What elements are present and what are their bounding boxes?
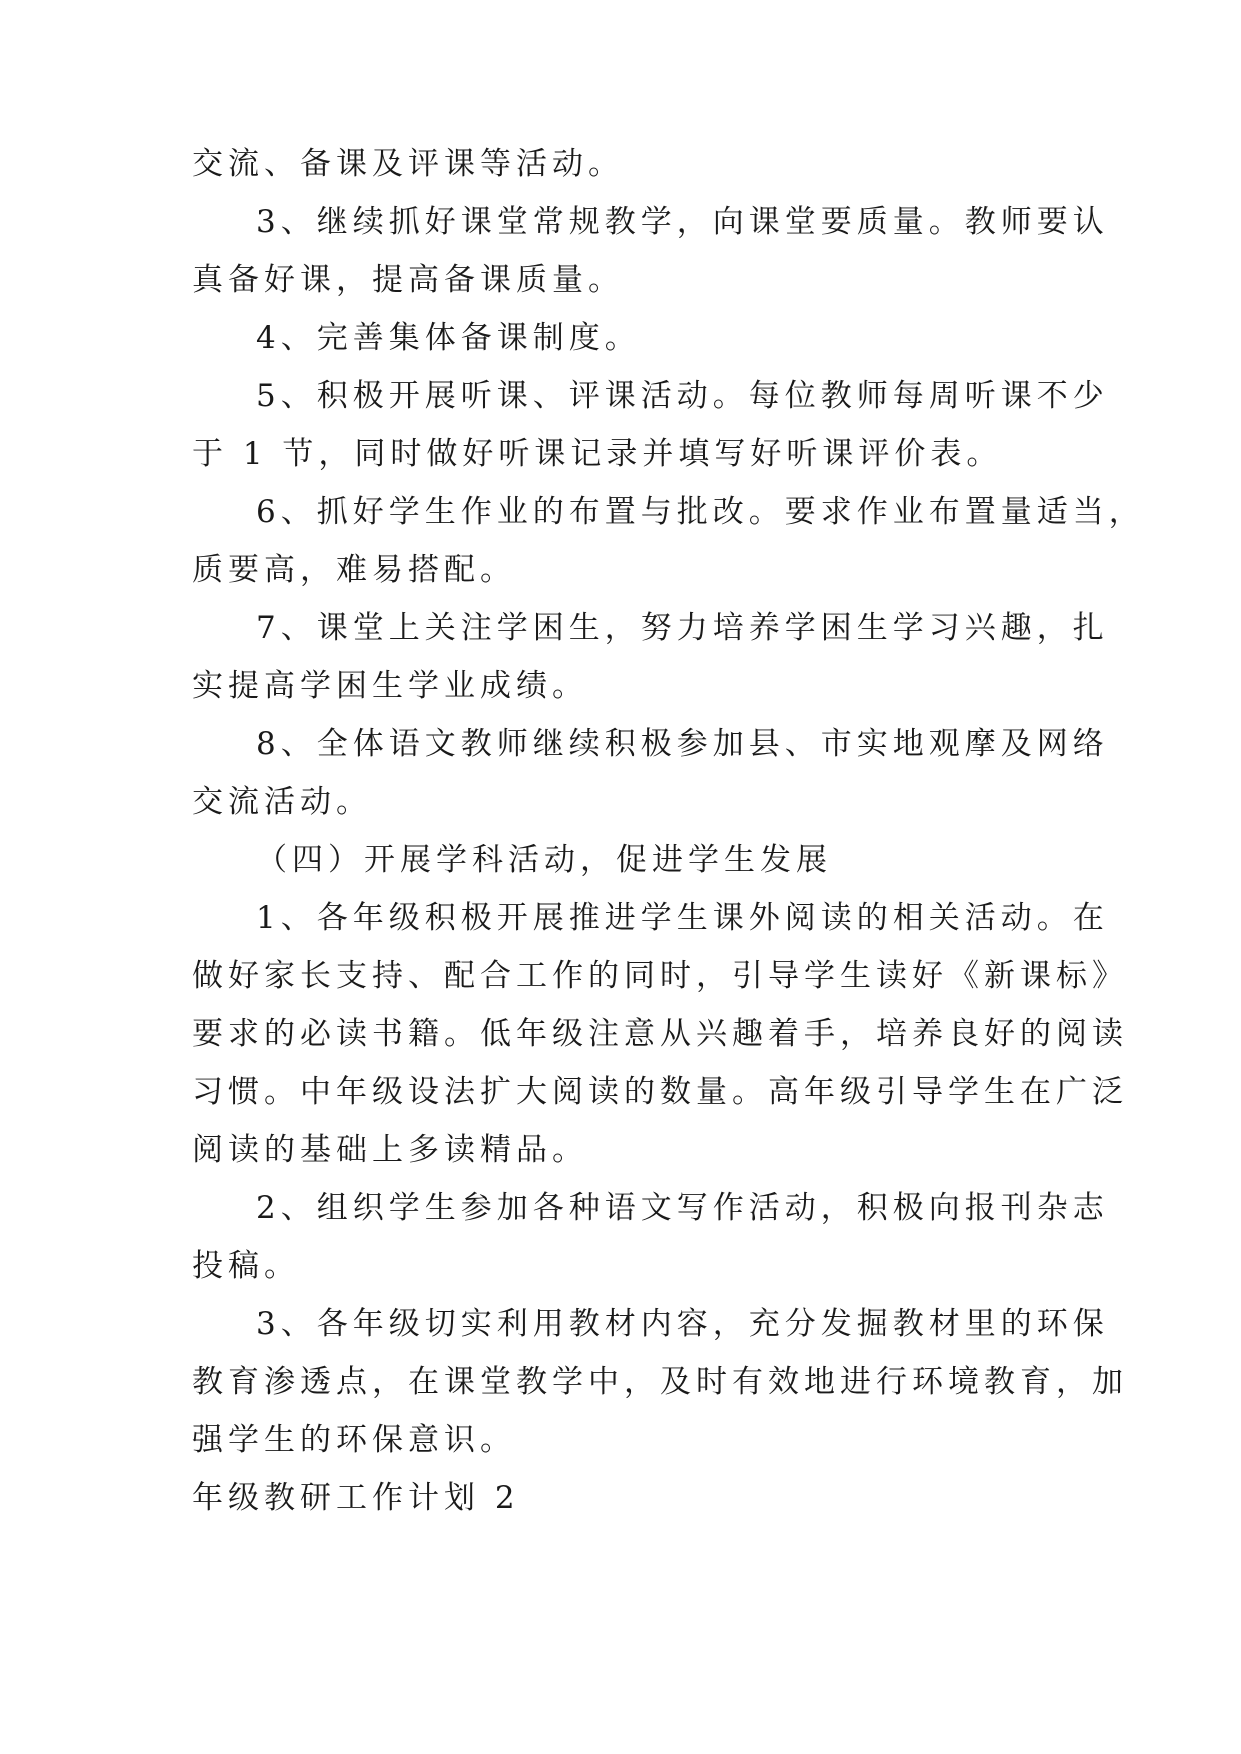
paragraph-line: 质要高，难易搭配。	[192, 552, 516, 588]
paragraph-line: 2、组织学生参加各种语文写作活动，积极向报刊杂志	[256, 1190, 1109, 1226]
paragraph-line: 1、各年级积极开展推进学生课外阅读的相关活动。在	[256, 900, 1109, 936]
paragraph-line: 交流活动。	[192, 784, 372, 820]
paragraph-line: 3、各年级切实利用教材内容，充分发掘教材里的环保	[256, 1306, 1109, 1342]
paragraph-line: 要求的必读书籍。低年级注意从兴趣着手，培养良好的阅读	[192, 1016, 1128, 1052]
section-heading: （四）开展学科活动，促进学生发展	[256, 842, 832, 878]
paragraph-line: 教育渗透点，在课堂教学中，及时有效地进行环境教育，加	[192, 1364, 1128, 1400]
paragraph-line: 3、继续抓好课堂常规教学，向课堂要质量。教师要认	[256, 204, 1109, 240]
paragraph-line: 7、课堂上关注学困生，努力培养学困生学习兴趣，扎	[256, 610, 1109, 646]
paragraph-line: 于 1 节，同时做好听课记录并填写好听课评价表。	[192, 436, 1003, 472]
paragraph-line: 做好家长支持、配合工作的同时，引导学生读好《新课标》	[192, 958, 1128, 994]
document-subtitle: 年级教研工作计划 2	[192, 1480, 520, 1516]
paragraph-line: 投稿。	[192, 1248, 300, 1284]
paragraph-line: 4、完善集体备课制度。	[256, 320, 641, 356]
paragraph-line: 5、积极开展听课、评课活动。每位教师每周听课不少	[256, 378, 1109, 414]
paragraph-line: 阅读的基础上多读精品。	[192, 1132, 588, 1168]
paragraph-line: 交流、备课及评课等活动。	[192, 146, 624, 182]
paragraph-line: 真备好课，提高备课质量。	[192, 262, 624, 298]
paragraph-line: 6、抓好学生作业的布置与批改。要求作业布置量适当，	[256, 494, 1145, 530]
paragraph-line: 8、全体语文教师继续积极参加县、市实地观摩及网络	[256, 726, 1109, 762]
paragraph-line: 习惯。中年级设法扩大阅读的数量。高年级引导学生在广泛	[192, 1074, 1128, 1110]
paragraph-line: 强学生的环保意识。	[192, 1422, 516, 1458]
paragraph-line: 实提高学困生学业成绩。	[192, 668, 588, 704]
